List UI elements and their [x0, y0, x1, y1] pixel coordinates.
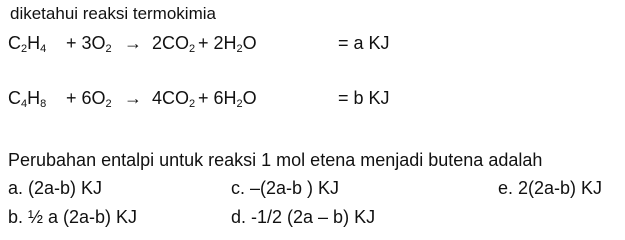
reaction-1-product-2: + $2H_2O$ — [198, 33, 257, 55]
reaction-1-reactant-2: + $3O_2$ — [66, 33, 112, 55]
reaction-1-product-1: $2CO_2$ — [152, 33, 196, 55]
intro-text: diketahui reaksi termokimia — [10, 4, 216, 23]
reaction-2-reactant-2: + $6O_2$ — [66, 88, 112, 110]
option-d[interactable]: d. -1/2 (2a – b) KJ — [231, 207, 376, 227]
reaction-2-product-1: $4CO_2$ — [152, 88, 196, 110]
option-b[interactable]: b. ½ a (2a-b) KJ — [8, 207, 138, 227]
reaction-1-reactant-1: $C_2H_4$ — [8, 33, 47, 55]
reaction-1-enthalpy: = a KJ — [338, 33, 390, 53]
reaction-2-arrow: → — [124, 88, 142, 108]
reaction-2-reactant-1: $C_4H_8$ — [8, 88, 47, 110]
reaction-2-enthalpy: = b KJ — [338, 88, 390, 108]
reaction-1-arrow: → — [124, 33, 142, 53]
reaction-2-product-2: + $6H_2O$ — [198, 88, 257, 110]
option-c[interactable]: c. –(2a-b ) KJ — [231, 178, 340, 198]
question-text: Perubahan entalpi untuk reaksi 1 mol etena menjadi butena adalah — [8, 150, 543, 170]
option-e[interactable]: e. 2(2a-b) KJ — [498, 178, 603, 198]
option-a[interactable]: a. (2a-b) KJ — [8, 178, 103, 198]
